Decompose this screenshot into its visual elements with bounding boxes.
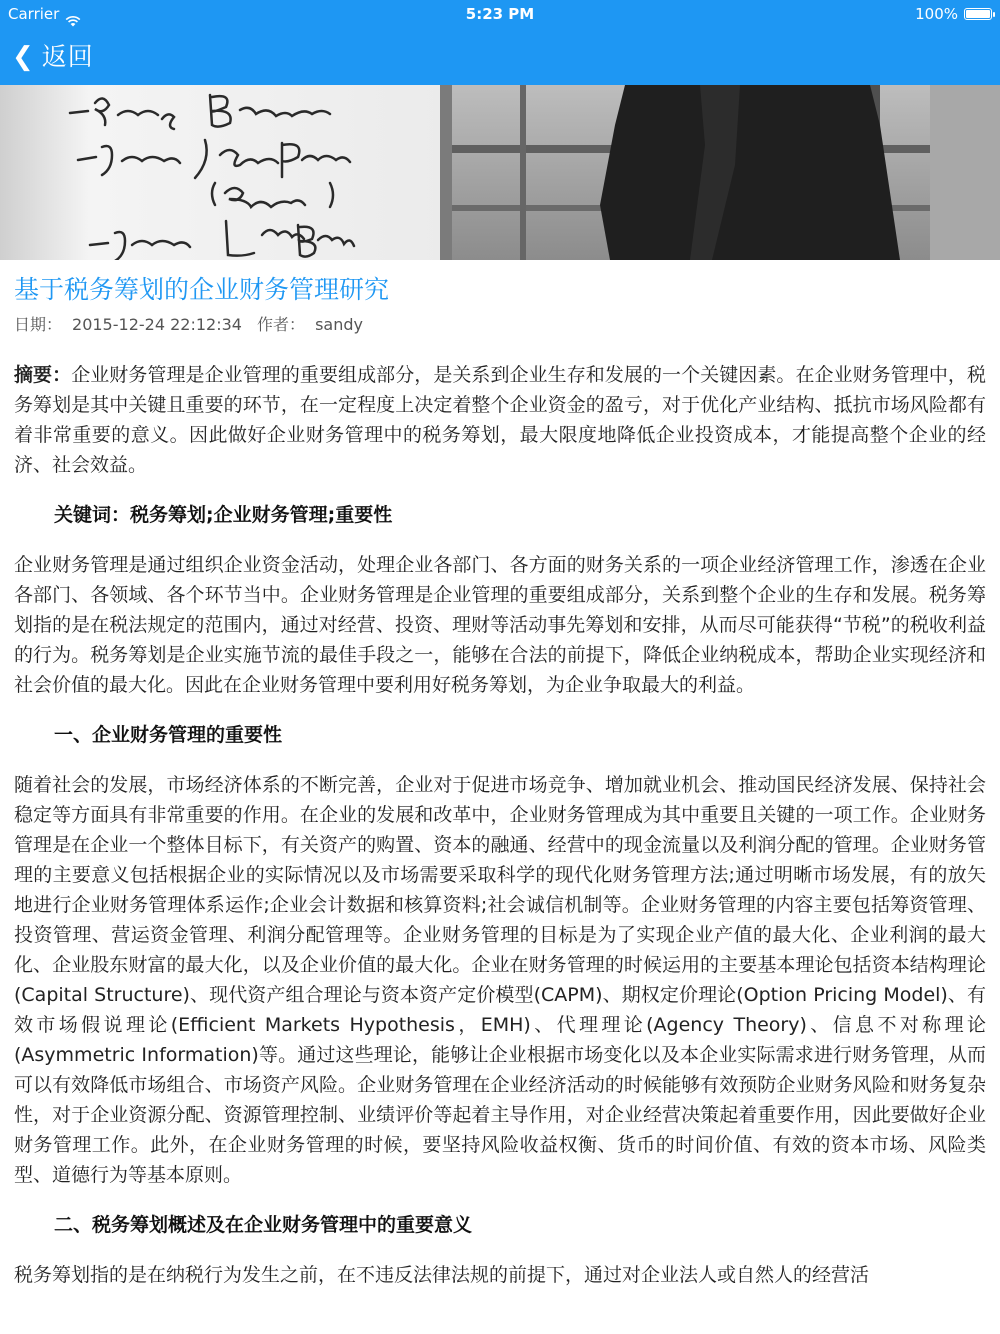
article-title: 基于税务筹划的企业财务管理研究 (14, 275, 390, 304)
keywords-line: 关键词：税务筹划;企业财务管理;重要性 (54, 504, 393, 526)
nav-bar (0, 28, 1000, 85)
back-label: 返回 (41, 42, 94, 71)
section-1-heading: 一、企业财务管理的重要性 (54, 724, 283, 746)
article-hero-image (0, 85, 1000, 260)
back-button[interactable] (12, 38, 94, 76)
article-meta (14, 312, 986, 338)
chevron-left-icon: ❮ (12, 42, 34, 72)
abstract-paragraph (14, 360, 986, 480)
navigation-bar (0, 0, 1000, 85)
section-2-paragraph: 税务筹划指的是在纳税行为发生之前，在不违反法律法规的前提下，通过对企业法人或自然人的经营活 (14, 1264, 870, 1286)
battery-group (915, 0, 992, 28)
date-value: 2015-12-24 22:12:34 (72, 315, 242, 334)
battery-icon (964, 8, 992, 20)
article-content (14, 268, 986, 1290)
author-value: sandy (315, 315, 363, 334)
status-bar (0, 0, 1000, 28)
intro-paragraph: 企业财务管理是通过组织企业资金活动，处理企业各部门、各方面的财务关系的一项企业经济管理工作，渗透在企业各部门、各领域、各个环节当中。企业财务管理是企业管理的重要组成部分，关系到整个企业的生存和发展。税务筹划指的是在税法规定的范围内，通过对经营、投资、理财等活动事先筹划和安排，从而尽可能获得“节税”的税收利益的行为。税务筹划是企业实施节流的最佳手段之一，能够在合法的前提下，降低企业纳税成本，帮助企业实现经济和社会价值的最大化。因此在企业财务管理中要利用好税务筹划，为企业争取最大的利益。 (14, 554, 986, 696)
battery-percentage: 100% (915, 5, 958, 23)
section-1-paragraph: 随着社会的发展，市场经济体系的不断完善，企业对于促进市场竞争、增加就业机会、推动国民经济发展、保持社会稳定等方面具有非常重要的作用。在企业的发展和改革中，企业财务管理成为其中重要且关键的一项工作。企业财务管理是在企业一个整体目标下，有关资产的购置、资本的融通、经营中的现金流量以及利润分配的管理。企业财务管理的主要意义包括根据企业的实际情况以及市场需要采取科学的现代化财务管理方法;通过明晰市场发展，有的放矢地进行企业财务管理体系运作;企业会计数据和核算资料;社会诚信机制等。企业财务管理的内容主要包括筹资管理、投资管理、营运资金管理、利润分配管理等。企业财务管理的目标是为了实现企业产值的最大化、企业利润的最大化、企业股东财富的最大化，以及企业价值的最大化。企业在财务管理的时候运用的主要基本理论包括资本结构理论(Capital Structure)、现代资产组合理论与资本资产定价模型(CAPM)、期权定价理论(Option Pricing Model)、有效市场假说理论(Efficient Markets Hypothesis，EMH)、代理理论(Agency Theory)、信息不对称理论(Asymmetric Information)等。通过这些理论，能够让企业根据市场变化以及本企业实际需求进行财务管理，从而可以有效降低市场组合、市场资产风险。企业财务管理在企业经济活动的时候能够有效预防企业财务风险和财务复杂性，对于企业资源分配、资源管理控制、业绩评价等起着主导作用，对企业经营决策起着重要作用，因此要做好企业财务管理工作。此外，在企业财务管理的时候，要坚持风险收益权衡、货币的时间价值、有效的资本市场、风险类型、道德行为等基本原则。 (14, 774, 986, 1186)
section-2-heading: 二、税务筹划概述及在企业财务管理中的重要意义 (54, 1214, 473, 1236)
date-label: 日期： (14, 315, 63, 334)
abstract-label: 摘要： (14, 364, 72, 386)
abstract-text: 企业财务管理是企业管理的重要组成部分，是关系到企业生存和发展的一个关键因素。在企业财务管理中，税务筹划是其中关键且重要的环节，在一定程度上决定着整个企业资金的盈亏，对于优化产业结构、抵抗市场风险都有着非常重要的意义。因此做好企业财务管理中的税务筹划，最大限度地降低企业投资成本，才能提高整个企业的经济、社会效益。 (14, 364, 986, 476)
author-label: 作者： (257, 315, 306, 334)
status-time: 5:23 PM (465, 5, 535, 23)
carrier-label: Carrier (8, 5, 60, 23)
